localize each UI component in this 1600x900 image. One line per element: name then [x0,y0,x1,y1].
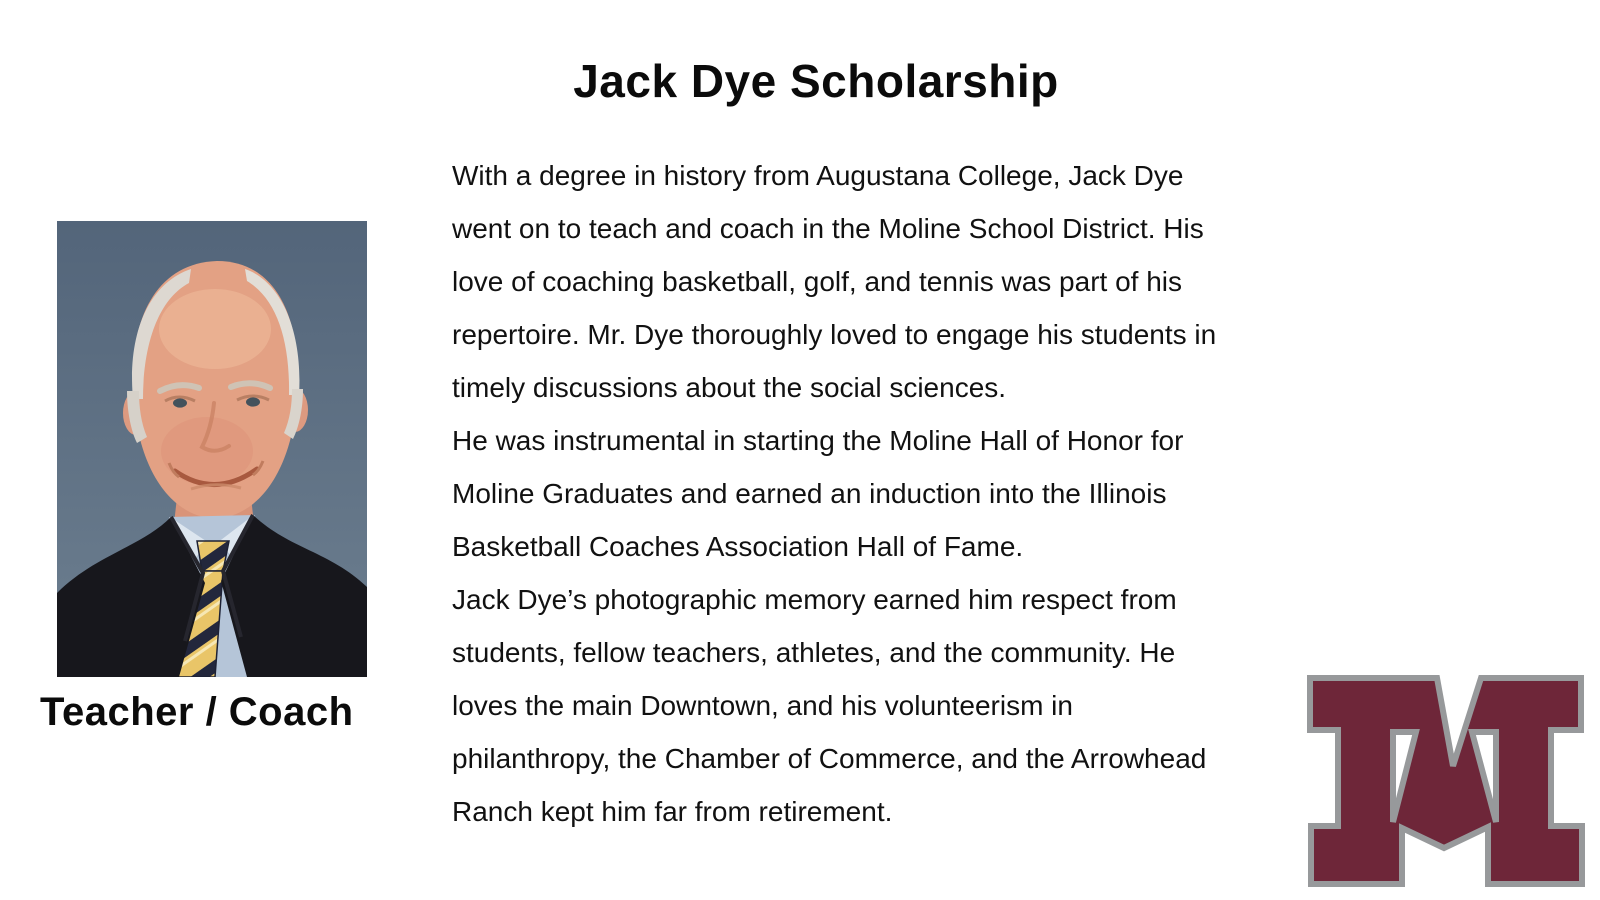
bio-line: With a degree in history from Augustana College, Jack Dye [452,160,1184,191]
bio-line: timely discussions about the social sciences. [452,372,1007,403]
bio-text [452,149,1292,838]
school-m-logo [1308,676,1585,889]
photo-caption: Teacher / Coach [40,690,354,734]
bio-line: love of coaching basketball, golf, and tennis was part of his [452,266,1182,297]
bio-line: went on to teach and coach in the Moline School District. His [452,213,1204,244]
bio-line: Basketball Coaches Association Hall of Fame. [452,531,1024,562]
bio-line: loves the main Downtown, and his volunteerism in [452,690,1073,721]
bio-line: Jack Dye’s photographic memory earned him respect from [452,584,1177,615]
portrait-photo [57,221,367,677]
bio-line: Ranch kept him far from retirement. [452,796,893,827]
bio-line: philanthropy, the Chamber of Commerce, and the Arrowhead [452,743,1207,774]
portrait-photo-image [57,221,367,677]
bio-line: Moline Graduates and earned an induction into the Illinois [452,478,1167,509]
page-title: Jack Dye Scholarship [573,55,1059,107]
bio-line: students, fellow teachers, athletes, and the community. He [452,637,1176,668]
bio-line: He was instrumental in starting the Moline Hall of Honor for [452,425,1184,456]
bio-line: repertoire. Mr. Dye thoroughly loved to engage his students in [452,319,1217,350]
block-m-icon [1308,676,1585,889]
